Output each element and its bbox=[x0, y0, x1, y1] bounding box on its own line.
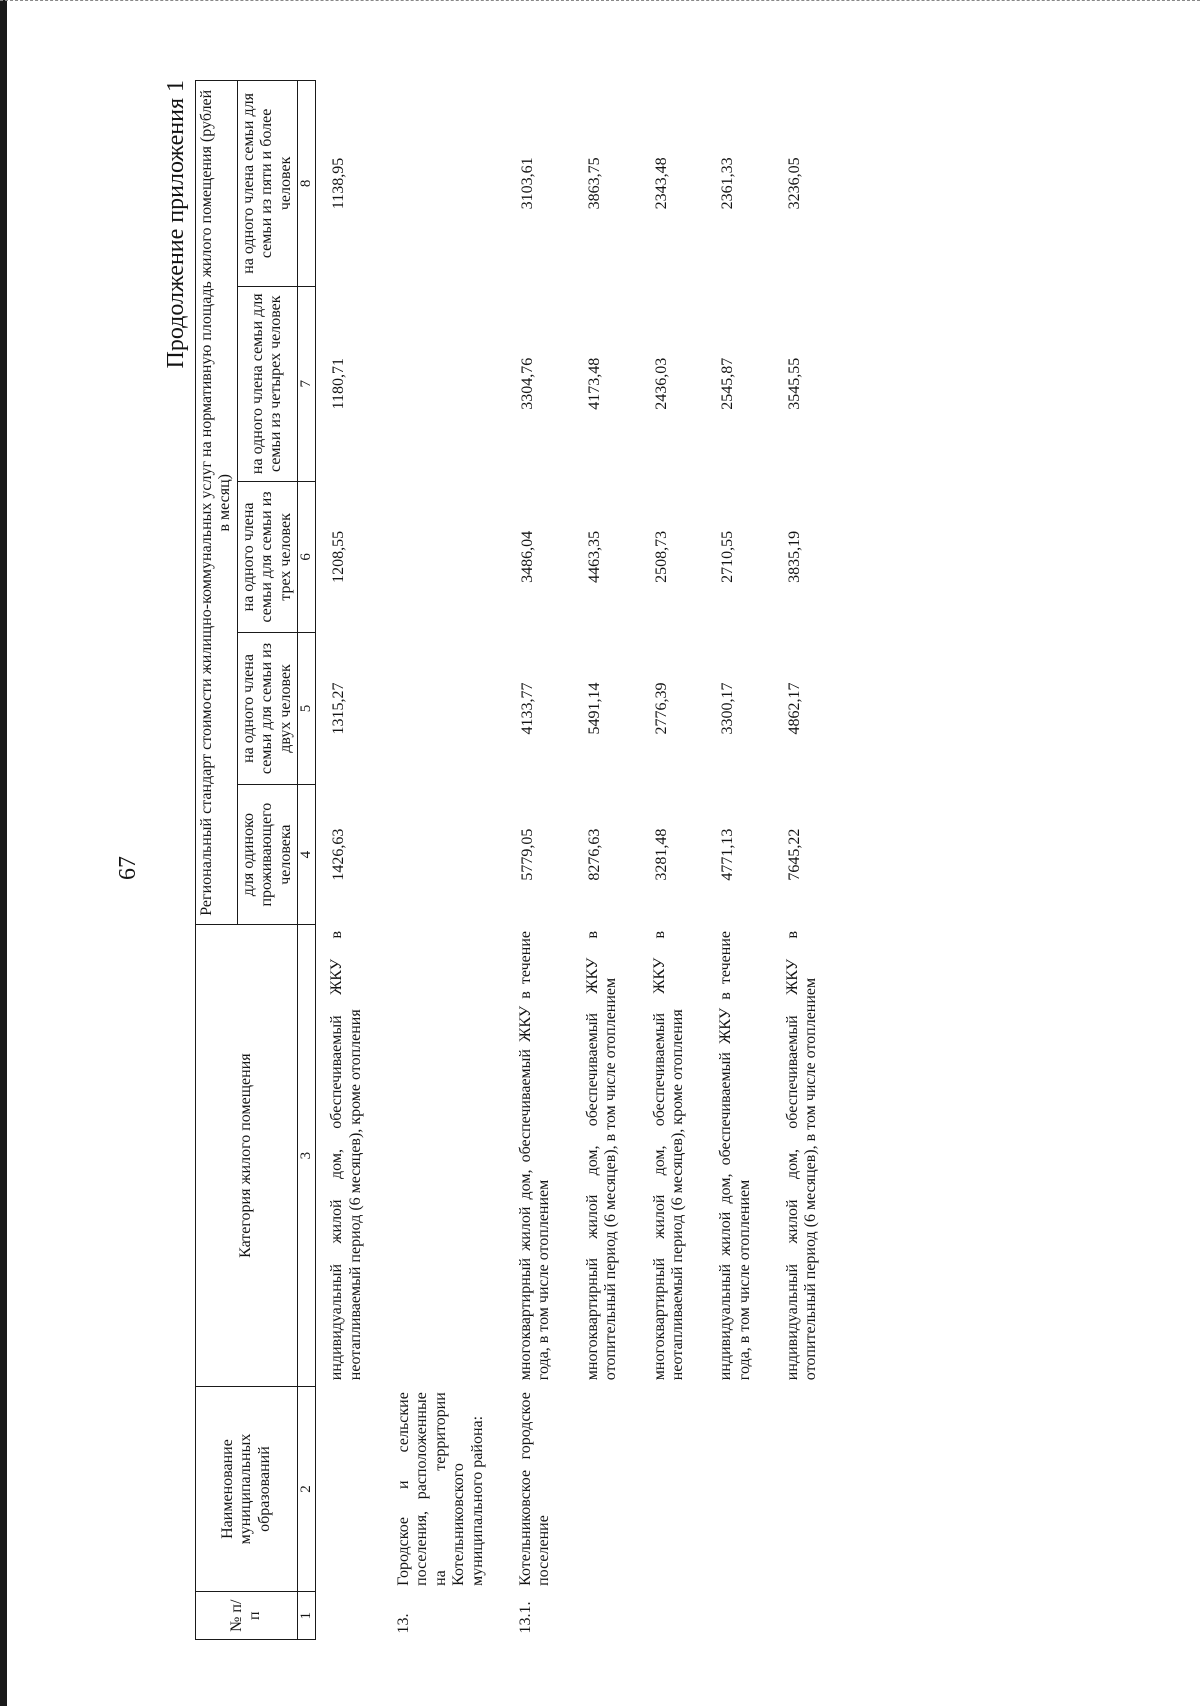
row-number bbox=[772, 1592, 839, 1640]
value-family-4: 2436,03 bbox=[652, 357, 670, 410]
column-number: 6 bbox=[297, 481, 315, 633]
cost-standard-table bbox=[195, 80, 839, 1640]
housing-category: многоквартирный жилой дом, обеспечиваемый ЖКУ в неотапливаемый период (6 месяцев), кроме отопления bbox=[650, 931, 686, 1381]
table-row bbox=[316, 81, 383, 1640]
value-family-5plus: 2361,33 bbox=[719, 157, 737, 210]
header-municipality: Наименование муниципальных образований bbox=[196, 1386, 298, 1592]
value-family-3 bbox=[383, 481, 505, 633]
value-family-4 bbox=[383, 286, 505, 481]
scan-edge bbox=[0, 0, 7, 1706]
row-number: 13. bbox=[394, 1613, 412, 1634]
header-family-2: на одного члена семьи для семьи из двух человек bbox=[237, 633, 297, 785]
value-family-4: 3304,76 bbox=[518, 357, 536, 410]
header-category: Категория жилого помещения bbox=[196, 925, 298, 1386]
header-family-5plus: на одного члена семьи для семьи из пяти и более человек bbox=[237, 81, 297, 287]
column-number: 4 bbox=[297, 784, 315, 925]
scan-top-edge bbox=[0, 0, 1200, 2]
column-number: 5 bbox=[297, 633, 315, 785]
table-row bbox=[572, 81, 639, 1640]
value-family-5plus bbox=[383, 81, 505, 287]
header-single: для одиноко проживающего человека bbox=[237, 784, 297, 925]
column-number: 3 bbox=[297, 925, 315, 1386]
table-row bbox=[639, 81, 706, 1640]
value-single: 4771,13 bbox=[719, 828, 737, 881]
value-family-2: 2776,39 bbox=[652, 682, 670, 735]
row-number bbox=[639, 1592, 706, 1640]
housing-category: многоквартирный жилой дом, обеспечиваемый ЖКУ в течение года, в том числе отоплением bbox=[516, 931, 553, 1381]
header-group: Региональный стандарт стоимости жилищно-коммунальных услуг на нормативную площадь жилого помещения (рублей в месяц) bbox=[196, 81, 238, 926]
value-family-2: 4133,77 bbox=[518, 682, 536, 735]
value-family-4: 1180,71 bbox=[330, 358, 348, 410]
housing-category: индивидуальный жилой дом, обеспечиваемый ЖКУ в течение года, в том числе отоплением bbox=[717, 931, 753, 1381]
value-single: 5779,05 bbox=[518, 828, 536, 881]
municipality-name bbox=[772, 1386, 839, 1592]
table-row bbox=[705, 81, 772, 1640]
municipality-name: Котельниковское городское поселение bbox=[516, 1392, 553, 1586]
rotated-page bbox=[85, 80, 1045, 1640]
header-num: № п/п bbox=[196, 1592, 298, 1640]
header-family-4: на одного члена семьи для семьи из четырех человек bbox=[237, 286, 297, 481]
value-single bbox=[383, 784, 505, 925]
row-number bbox=[316, 1592, 383, 1640]
row-number bbox=[705, 1592, 772, 1640]
value-family-5plus: 3863,75 bbox=[585, 157, 603, 210]
value-family-2: 4862,17 bbox=[786, 682, 804, 735]
value-family-5plus: 1138,95 bbox=[330, 157, 348, 210]
housing-category: многоквартирный жилой дом, обеспечиваемый ЖКУ в отопительный период (6 месяцев), в том числе отоплением bbox=[583, 931, 620, 1381]
value-family-5plus: 3236,05 bbox=[786, 157, 804, 210]
value-family-5plus: 3103,61 bbox=[518, 157, 536, 210]
value-family-2: 3300,17 bbox=[719, 682, 737, 735]
value-family-3: 3835,19 bbox=[786, 530, 804, 583]
column-number: 7 bbox=[297, 286, 315, 481]
value-single: 7645,22 bbox=[786, 828, 804, 881]
row-number: 13.1. bbox=[516, 1601, 534, 1634]
table-row bbox=[505, 81, 572, 1640]
value-single: 3281,48 bbox=[652, 828, 670, 881]
column-number: 1 bbox=[297, 1592, 315, 1640]
value-family-2: 5491,14 bbox=[585, 682, 603, 735]
table-row bbox=[772, 81, 839, 1640]
value-family-3: 2508,73 bbox=[652, 530, 670, 583]
value-family-3: 1208,55 bbox=[330, 530, 348, 583]
value-family-3: 3486,04 bbox=[518, 530, 536, 583]
column-number-row bbox=[297, 81, 315, 1640]
value-single: 1426,63 bbox=[330, 828, 348, 881]
header-family-3: на одного члена семьи для семьи из трех человек bbox=[237, 481, 297, 633]
continuation-caption: Продолжение приложения 1 bbox=[163, 80, 189, 369]
value-family-3: 4463,35 bbox=[585, 530, 603, 583]
municipality-name bbox=[572, 1386, 639, 1592]
value-family-2 bbox=[383, 633, 505, 785]
value-single: 8276,63 bbox=[585, 828, 603, 881]
housing-category: индивидуальный жилой дом, обеспечиваемый ЖКУ в отопительный период (6 месяцев), в том числе отоплением bbox=[784, 931, 820, 1381]
column-number: 2 bbox=[297, 1386, 315, 1592]
municipality-name bbox=[316, 1386, 383, 1592]
value-family-5plus: 2343,48 bbox=[652, 157, 670, 210]
value-family-4: 3545,55 bbox=[786, 357, 804, 410]
housing-category: индивидуальный жилой дом, обеспечиваемый ЖКУ в неотапливаемый период (6 месяцев), кроме отопления bbox=[328, 931, 364, 1381]
column-number: 8 bbox=[297, 81, 315, 287]
municipality-name bbox=[705, 1386, 772, 1592]
housing-category bbox=[383, 925, 505, 1386]
value-family-3: 2710,55 bbox=[719, 530, 737, 583]
value-family-4: 2545,87 bbox=[719, 357, 737, 410]
municipality-name: Городское и сельские поселения, расположенные на территории Котельниковского муниципального района: bbox=[394, 1392, 486, 1586]
value-family-4: 4173,48 bbox=[585, 357, 603, 410]
table-row bbox=[383, 81, 505, 1640]
page-number: 67 bbox=[115, 856, 141, 880]
row-number bbox=[572, 1592, 639, 1640]
value-family-2: 1315,27 bbox=[330, 682, 348, 735]
municipality-name bbox=[639, 1386, 706, 1592]
